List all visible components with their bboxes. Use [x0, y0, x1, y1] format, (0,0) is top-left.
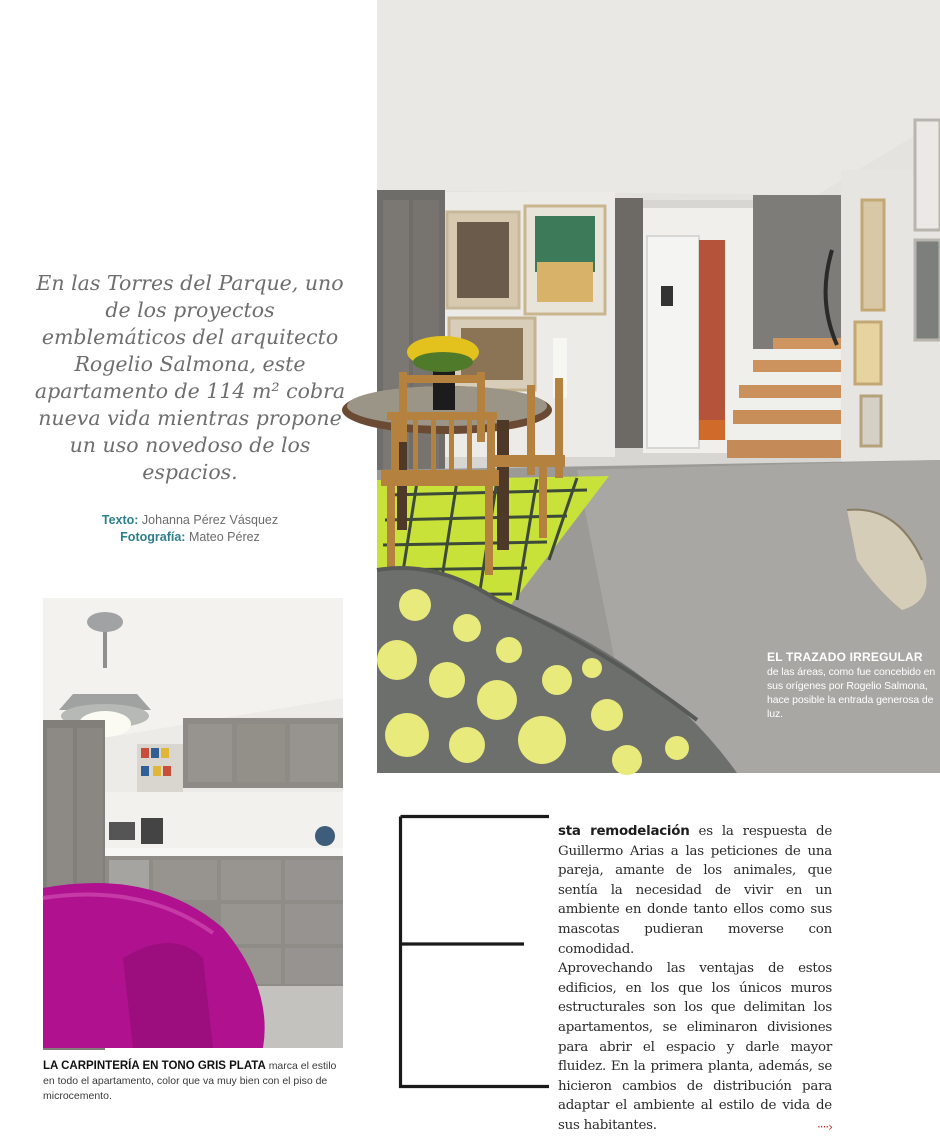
photo-kitchen: [43, 598, 343, 1048]
article-body: [558, 822, 832, 1138]
article-paragraph-1: [558, 822, 832, 959]
article-paragraph-1-text: es la respuesta de Guillermo Arias a las peticiones de una pareja, amante de los animales, que sentía la necesidad de vivir en un ambiente en donde tanto ellos como sus mascotas pudieran moverse con comodidad.: [558, 824, 833, 957]
credit-text-line: [40, 512, 340, 529]
drop-cap-letter-e: [399, 815, 549, 1088]
credit-photo-line: [40, 529, 340, 546]
article-lead: sta remodelación: [558, 824, 690, 839]
continue-arrow-icon[interactable]: ····›: [816, 1119, 832, 1134]
article-paragraph-2: [558, 959, 832, 1135]
credit-photo-label: Fotografía:: [120, 530, 186, 544]
article-paragraph-2-text: Aprovechando las ventajas de estos edificios, en los que los únicos muros estructurales son los que delimitan los apartamentos, se eliminaron divisiones para abrir el espacio y darle mayor fluidez. En la primera planta, además, se hicieron cambios de distribución para adaptar el ambiente al estilo de vida de sus habitantes.: [558, 961, 832, 1133]
caption-main-heading: EL TRAZADO IRREGULAR: [767, 650, 923, 664]
caption-kitchen-heading: LA CARPINTERÍA EN TONO GRIS PLATA: [43, 1060, 266, 1072]
kitchen-illustration: [43, 598, 343, 1048]
credit-photo-author: Mateo Pérez: [188, 530, 260, 544]
drop-cap: [399, 815, 549, 1088]
credit-text-label: Texto:: [101, 513, 139, 527]
caption-main: [767, 650, 937, 721]
standfirst: En las Torres del Parque, uno de los proyectos emblemáticos del arquitecto Rogelio Salmona, este apartamento de 114 m² cobra nueva vida mientras propone un uso novedoso de los espacios.: [34, 271, 346, 484]
credits: [40, 512, 340, 546]
caption-kitchen-text: marca el estilo en todo el apartamento, color que va muy bien con el piso de microcemento.: [43, 1060, 337, 1102]
caption-kitchen: [43, 1059, 343, 1104]
credit-text-author: Johanna Pérez Vásquez: [141, 513, 279, 527]
caption-main-text: de las áreas, como fue concebido en sus orígenes por Rogelio Salmona, hace posible la entrada generosa de luz.: [767, 666, 936, 720]
